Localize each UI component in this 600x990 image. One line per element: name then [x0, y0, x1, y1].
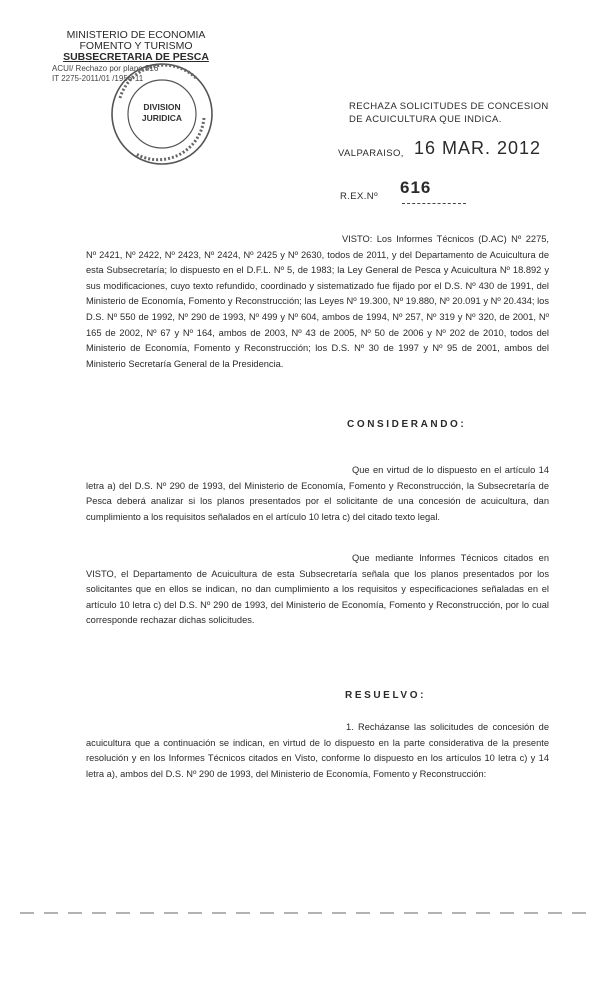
scan-dashed-line: [20, 910, 590, 916]
division-juridica-seal-icon: [106, 58, 218, 170]
seal-text-line-2: JURIDICA: [141, 113, 183, 123]
ministry-name: MINISTERIO DE ECONOMIA: [66, 29, 206, 41]
date-stamp: 16 MAR. 2012: [414, 138, 542, 158]
considerando-heading: CONSIDERANDO:: [347, 419, 467, 430]
place: VALPARAISO,: [338, 148, 404, 159]
rex-label: R.EX.Nº: [340, 191, 378, 202]
reference-line-2: IT 2275-2011/01 /1956-11: [52, 74, 144, 83]
ministry-subtitle: FOMENTO Y TURISMO: [79, 40, 193, 52]
resuelvo-heading: RESUELVO:: [345, 690, 426, 701]
rex-number: 616: [400, 178, 432, 197]
reference-line-1: ACUI/ Rechazo por plano 816: [52, 64, 159, 73]
seal-text-line-1: DIVISION: [143, 102, 181, 112]
rex-underline: [402, 203, 466, 204]
resolution-subject: RECHAZA SOLICITUDES DE CONCESION DE ACUICULTURA QUE INDICA.: [349, 101, 549, 125]
resuelvo-paragraph-1: 1. Recházanse las solicitudes de concesión de acuicultura que a continuación se indican, en virtud de lo dispuesto en la parte considerativa de la presente resolución y en los Informes Técnicos citados en Visto, conforme lo dispuesto en los artículos 10 letra c) y 14 letra a), ambos del D.S. Nº 290 de 1993, del Ministerio de Economía, Fomento y Reconstrucción:: [86, 722, 549, 779]
visto-paragraph: VISTO: Los Informes Técnicos (D.AC) Nº 2275, Nº 2421, Nº 2422, Nº 2423, Nº 2424, Nº 2425 y Nº 2630, todos de 2011, y del Departamento de Acuicultura de esta Subsecretaría; lo dispuesto en el D.F.L. Nº 5, de 1983; la Ley General de Pesca y Acuicultura Nº 18.892 y sus modificaciones, cuyo texto refundido, coordinado y sistematizado fue fijado por el D.S. Nº 430 de 1991, del Ministerio de Economía, Fomento y Reconstrucción; las Leyes Nº 19.300, Nº 19.880, Nº 20.091 y Nº 20.434; los D.S. Nº 550 de 1992, Nº 290 de 1993, Nº 499 y Nº 604, ambos de 1994, Nº 257, Nº 319 y Nº 320, de 2001, Nº 165 de 2002, Nº 67 y Nº 164, ambos de 2003, Nº 43 de 2005, Nº 50 de 2006 y Nº 202 de 2010, todos del Ministerio de Economía, Fomento y Reconstrucción; los D.S. Nº 30 de 1997 y Nº 95 de 2001, ambos del Ministerio Secretaría General de la Presidencia.: [86, 234, 549, 369]
subsecretaria-name: SUBSECRETARIA DE PESCA: [63, 51, 209, 63]
considerando-paragraph-2: Que mediante Informes Técnicos citados en VISTO, el Departamento de Acuicultura de esta Subsecretaría señala que los planos presentados por los solicitantes que en ellos se indican, no dan cumplimiento a los requisitos y especificaciones señaladas en el artículo 10 letra c) del D.S. Nº 290 de 1993, del Ministerio de Economía, Fomento y Reconstrucción, por lo cual corresponde rechazar dichas solicitudes.: [86, 553, 549, 626]
considerando-paragraph-1: Que en virtud de lo dispuesto en el artículo 14 letra a) del D.S. Nº 290 de 1993, del Ministerio de Economía, Fomento y Reconstrucción, la Subsecretaría de Pesca deberá analizar si los planos presentados por el solicitante de una concesión de acuicultura, dan cumplimiento a los requisitos señalados en el artículo 10 letra c) del citado texto legal.: [86, 465, 549, 522]
